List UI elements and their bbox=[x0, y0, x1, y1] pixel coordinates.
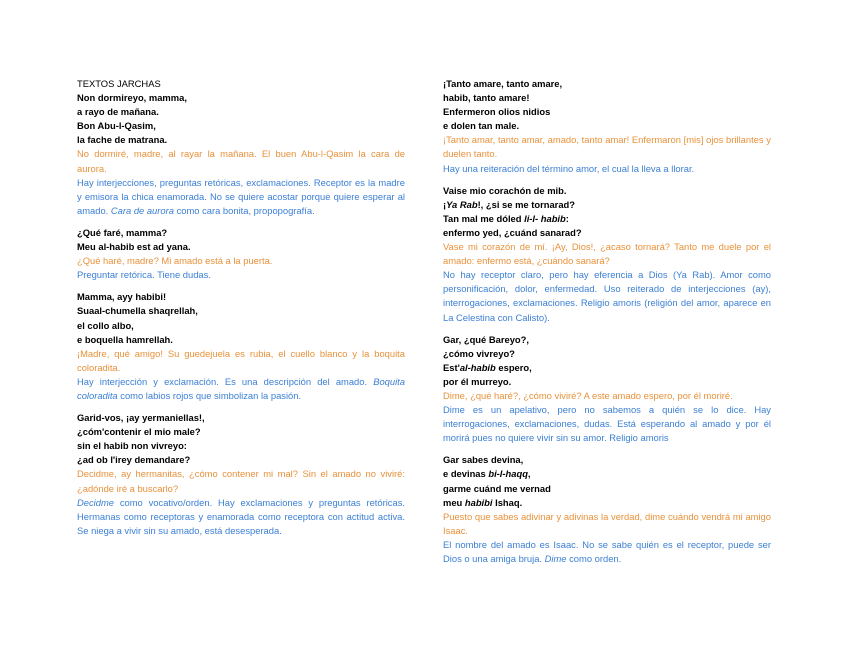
verse-emphasis: al-habib bbox=[459, 361, 496, 373]
verse-line: Non dormireyo, mamma, bbox=[77, 92, 187, 104]
verse-line: Enfermeron olios nidios bbox=[443, 106, 551, 118]
verse-line bbox=[443, 361, 771, 375]
jarcha-verse bbox=[77, 226, 405, 254]
commentary-text: Hay interjección y exclamación. Es una descripción del amado. bbox=[77, 375, 368, 387]
verse-line: Meu al-habib est ad yana. bbox=[77, 241, 191, 253]
verse-text: e devinas bbox=[443, 468, 489, 480]
verse-line: ¡Tanto amare, tanto amare, bbox=[443, 78, 563, 89]
jarcha-block-8 bbox=[443, 453, 771, 566]
verse-line: a rayo de mañana. bbox=[77, 106, 159, 118]
verse-line: ¿cómo vivreyo? bbox=[443, 347, 515, 359]
commentary-text: El nombre del amado es Isaac. No se sabe quién es el receptor, puede ser Dios o una amiga bruja. bbox=[443, 538, 771, 564]
verse-line: Gar, ¿qué Bareyo?, bbox=[443, 333, 529, 345]
jarcha-verse bbox=[443, 184, 771, 240]
verse-line: Vaise mio corachón de mib. bbox=[443, 184, 567, 196]
translation: ¡Tanto amar, tanto amar, amado, tanto amar! Enfermaron [mis] ojos brillantes y duelen tanto. bbox=[443, 134, 771, 160]
translation: Vase mi corazón de mí. ¡Ay, Dios!, ¿acaso tornará? Tanto me duele por el amado: enfermo está, ¿cuándo sanará? bbox=[443, 241, 771, 267]
verse-line: Mamma, ayy habibi! bbox=[77, 291, 167, 303]
verse-line: e boquella hamrellah. bbox=[77, 333, 173, 345]
translation: ¡Madre, qué amigo! Su guedejuela es rubia, el cuello blanco y la boquita coloradita. bbox=[77, 347, 405, 373]
verse-line: ¿ad ob l'irey demandare? bbox=[77, 454, 191, 466]
jarcha-block-7 bbox=[443, 333, 771, 446]
verse-text: Ishaq. bbox=[492, 496, 523, 508]
translation: Puesto que sabes adivinar y adivinas la verdad, dime cuándo vendrá mi amigo Isaac. bbox=[443, 510, 771, 536]
verse-emphasis: li-l- habib bbox=[524, 212, 566, 224]
verse-line: el collo albo, bbox=[77, 319, 134, 331]
document-title: TEXTOS JARCHAS bbox=[77, 78, 161, 89]
verse-line bbox=[443, 198, 771, 212]
commentary: Dime es un apelativo, pero no sabemos a quién se lo dice. Hay interrogaciones, exclamaciones, dudas. Está esperando al amado y por él morirá pues no quiere vivir sin su amor. Religio amoris bbox=[443, 404, 771, 444]
verse-line: enfermo yed, ¿cuánd sanarad? bbox=[443, 226, 582, 238]
verse-line: sin el habib non vivreyo: bbox=[77, 440, 187, 452]
jarcha-block-4 bbox=[77, 411, 405, 538]
verse-line bbox=[443, 212, 771, 226]
jarcha-verse bbox=[443, 453, 771, 509]
verse-line bbox=[443, 467, 771, 481]
verse-line: por él murreyo. bbox=[443, 375, 512, 387]
commentary bbox=[443, 538, 771, 566]
verse-text: , bbox=[527, 468, 531, 480]
translation: No dormiré, madre, al rayar la mañana. El buen Abu-l-Qasim la cara de aurora. bbox=[77, 148, 405, 174]
verse-text: ¡ bbox=[443, 198, 447, 210]
jarcha-block-3 bbox=[77, 290, 405, 403]
commentary-emphasis: Dime bbox=[544, 553, 567, 564]
commentary: Hay una reiteración del término amor, el cual la lleva a llorar. bbox=[443, 162, 695, 174]
commentary-text: como cara bonita, propopografía. bbox=[176, 204, 315, 216]
verse-text: espero, bbox=[495, 361, 532, 373]
jarcha-block-1 bbox=[77, 77, 405, 218]
verse-line: garme cuánd me vernad bbox=[443, 482, 551, 494]
commentary-text: como vocativo/orden. Hay exclamaciones y preguntas retóricas. Hermanas como receptoras y enamorada como receptora con actitud activa. Se niega a vivir sin su amado, está desesperada. bbox=[77, 496, 405, 536]
left-column bbox=[77, 77, 405, 546]
verse-line bbox=[443, 496, 771, 510]
commentary-text: Hay interjecciones, preguntas retóricas, exclamaciones. Receptor es la madre y emisora la chica enamorada. No se quiere acostar porque quiere esperar al amado. bbox=[77, 176, 405, 216]
right-column bbox=[443, 77, 771, 574]
verse-line: Bon Abu-l-Qasim, bbox=[77, 120, 156, 132]
verse-line: Suaal-chumella shaqrellah, bbox=[77, 305, 198, 317]
jarcha-verse bbox=[443, 333, 771, 389]
verse-line: la fache de matrana. bbox=[77, 134, 168, 146]
commentary-emphasis: Cara de aurora bbox=[110, 204, 174, 216]
translation: Dime, ¿qué haré?, ¿cómo viviré? A este amado espero, por él moriré. bbox=[443, 389, 733, 401]
verse-line: habib, tanto amare! bbox=[443, 92, 530, 104]
jarcha-verse bbox=[77, 411, 405, 467]
verse-line: Garid-vos, ¡ay yermaniellas!, bbox=[77, 412, 205, 424]
commentary bbox=[77, 176, 405, 218]
verse-text: Est' bbox=[443, 361, 460, 373]
verse-line: Gar sabes devina, bbox=[443, 454, 524, 466]
verse-text: meu bbox=[443, 496, 465, 508]
commentary bbox=[77, 375, 405, 403]
commentary: Preguntar retórica. Tiene dudas. bbox=[77, 269, 211, 281]
commentary bbox=[77, 496, 405, 538]
verse-text: : bbox=[565, 212, 569, 224]
jarcha-block-2 bbox=[77, 226, 405, 282]
commentary-text: como orden. bbox=[566, 553, 622, 564]
commentary-emphasis: Decidme bbox=[77, 496, 114, 508]
verse-text: !, ¿si se me tornarad? bbox=[477, 198, 575, 210]
verse-line: ¿cóm'contenir el mio male? bbox=[77, 426, 201, 438]
jarcha-verse bbox=[443, 77, 771, 133]
jarcha-verse bbox=[77, 77, 405, 147]
verse-emphasis: Ya Rab bbox=[446, 198, 478, 210]
verse-emphasis: bi-l-haqq bbox=[488, 468, 528, 480]
commentary: No hay receptor claro, pero hay eferencia a Dios (Ya Rab). Amor como personificación, dolor, enfermedad. Uso reiterado de interjecciones (ay), interrogaciones, exclamaciones. Religio amoris (religión del amor, aparece en La Celestina con Calisto). bbox=[443, 269, 771, 323]
translation: Decidme, ay hermanitas, ¿cómo contener mi mal? Sin el amado no viviré: ¿adónde iré a buscarlo? bbox=[77, 468, 405, 494]
verse-line: ¿Qué faré, mamma? bbox=[77, 226, 168, 238]
translation: ¿Qué haré, madre? Mi amado está a la puerta. bbox=[77, 255, 273, 267]
jarcha-block-5 bbox=[443, 77, 771, 176]
verse-text: Tan mal me dóled bbox=[443, 212, 525, 224]
commentary-text: como labios rojos que simbolizan la pasión. bbox=[117, 389, 302, 401]
verse-line: e dolen tan male. bbox=[443, 120, 520, 132]
jarcha-block-6 bbox=[443, 184, 771, 325]
verse-emphasis: habibi bbox=[464, 496, 493, 508]
jarcha-verse bbox=[77, 290, 405, 346]
commentary-emphasis: Boquita coloradita bbox=[77, 375, 405, 401]
